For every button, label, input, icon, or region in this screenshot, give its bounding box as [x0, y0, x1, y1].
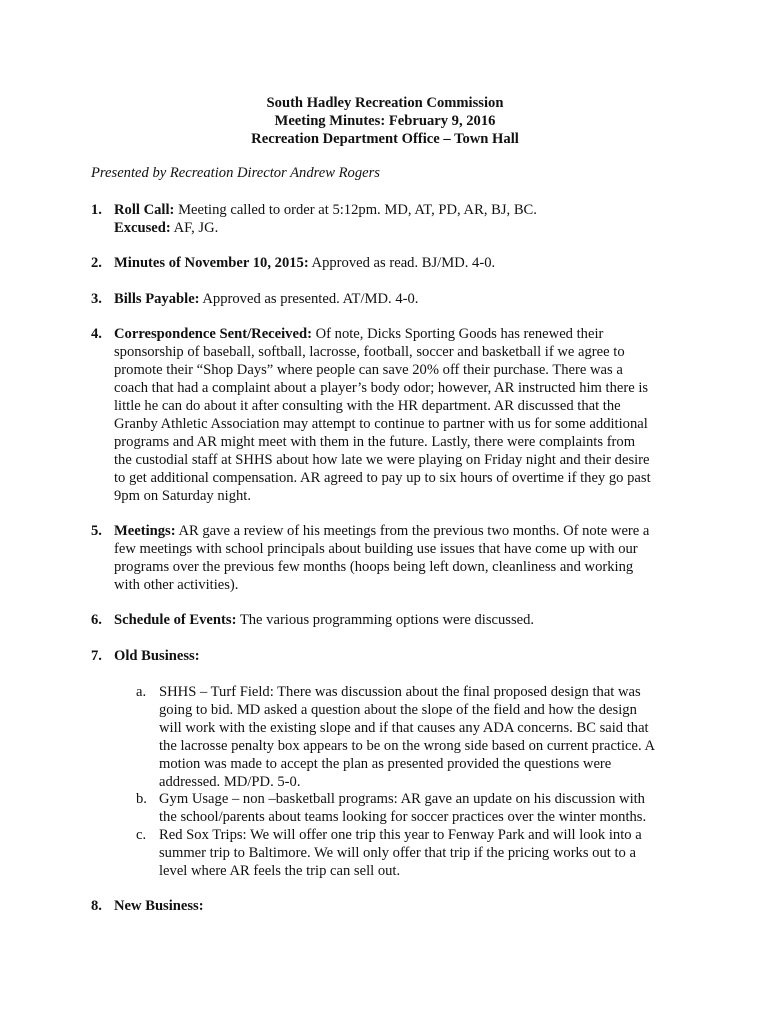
item-text-line: little he can do about it after consulting with the HR department. AR discussed that the	[114, 398, 621, 414]
item-label: Minutes of November 10, 2015:	[114, 255, 309, 271]
item-text-line: few meetings with school principals about building use issues that have come up with our	[114, 541, 638, 557]
item-number: 3.	[91, 291, 102, 307]
item-text-line: programs over the previous few months (hoops being left down, cleanliness and working	[114, 559, 634, 575]
item-number: 6.	[91, 612, 102, 628]
item-number: 2.	[91, 255, 102, 271]
excused-label: Excused:	[114, 220, 171, 236]
item-text: Approved as read. BJ/MD. 4-0.	[311, 255, 496, 271]
item-label: Schedule of Events:	[114, 612, 237, 628]
sub-item-letter: c.	[136, 827, 147, 843]
item-label: New Business:	[114, 898, 204, 914]
item-text-line: the custodial staff at SHHS about how late we were playing on Friday night and their desire	[114, 452, 650, 468]
sub-item-text-line: will work with the existing slope and if that causes any ADA concerns. BC said that	[159, 720, 649, 736]
sub-item-text-line: the lacrosse penalty box appears to be on the wrong side based on current practice. A	[159, 738, 656, 754]
item-text-line: to get additional compensation. AR agreed to pay up to six hours of overtime if they go past	[114, 470, 651, 486]
item-text: Of note, Dicks Sporting Goods has renewed their	[315, 326, 604, 342]
sub-item-text-line: motion was made to accept the plan as presented provided the questions were	[159, 756, 612, 772]
sub-item-text-line: summer trip to Baltimore. We will only offer that trip if the pricing works out to a	[159, 845, 636, 861]
document-header	[0, 94, 770, 148]
item-label: Correspondence Sent/Received:	[114, 326, 312, 342]
item-number: 8.	[91, 898, 102, 914]
sub-item-text-line: Red Sox Trips: We will offer one trip this year to Fenway Park and will look into a	[159, 827, 642, 843]
item-text: Approved as presented. AT/MD. 4-0.	[202, 291, 419, 307]
item-text: AR gave a review of his meetings from the previous two months. Of note were a	[178, 523, 650, 539]
item-text-line: programs and AR might meet with them in the future. Lastly, there were complaints from	[114, 434, 636, 450]
sub-item-text-line: going to bid. MD asked a question about the slope of the field and how the design	[159, 702, 637, 718]
item-text-line: Granby Athletic Association may attempt to continue to partner with us for some additional	[114, 416, 648, 432]
excused-text: AF, JG.	[173, 220, 219, 236]
item-text-line: promote their “Shop Days” where people can save 20% off their purchase. There was a	[114, 362, 623, 378]
item-number: 7.	[91, 648, 102, 664]
item-label: Bills Payable:	[114, 291, 200, 307]
item-label: Roll Call:	[114, 202, 175, 218]
item-number: 4.	[91, 326, 102, 342]
item-text-line: 9pm on Saturday night.	[114, 488, 252, 504]
item-text-line: with other activities).	[114, 577, 239, 593]
header-title: South Hadley Recreation Commission	[266, 95, 504, 111]
item-number: 1.	[91, 202, 102, 218]
item-label: Meetings:	[114, 523, 176, 539]
sub-item-text-line: the school/parents about teams looking for soccer practices over the winter months.	[159, 809, 647, 825]
sub-item-text-line: SHHS – Turf Field: There was discussion about the final proposed design that was	[159, 684, 641, 700]
item-number: 5.	[91, 523, 102, 539]
sub-item-text-line: addressed. MD/PD. 5-0.	[159, 774, 301, 790]
sub-item-letter: a.	[136, 684, 147, 700]
header-meeting-date: Meeting Minutes: February 9, 2016	[274, 113, 496, 129]
item-text-line: coach that had a complaint about a player’s body odor; however, AR instructed him there is	[114, 380, 649, 396]
header-location: Recreation Department Office – Town Hall	[251, 131, 519, 147]
item-text: The various programming options were discussed.	[239, 612, 535, 628]
item-text-line: sponsorship of baseball, softball, lacrosse, football, soccer and basketball if we agree to	[114, 344, 625, 360]
presented-by: Presented by Recreation Director Andrew Rogers	[91, 165, 380, 181]
sub-item-text-line: Gym Usage – non –basketball programs: AR gave an update on his discussion with	[159, 791, 645, 807]
item-label: Old Business:	[114, 648, 200, 664]
item-text: Meeting called to order at 5:12pm. MD, AT, PD, AR, BJ, BC.	[178, 202, 537, 218]
sub-item-text-line: level where AR feels the trip can sell out.	[159, 863, 401, 879]
sub-item-letter: b.	[136, 791, 147, 807]
